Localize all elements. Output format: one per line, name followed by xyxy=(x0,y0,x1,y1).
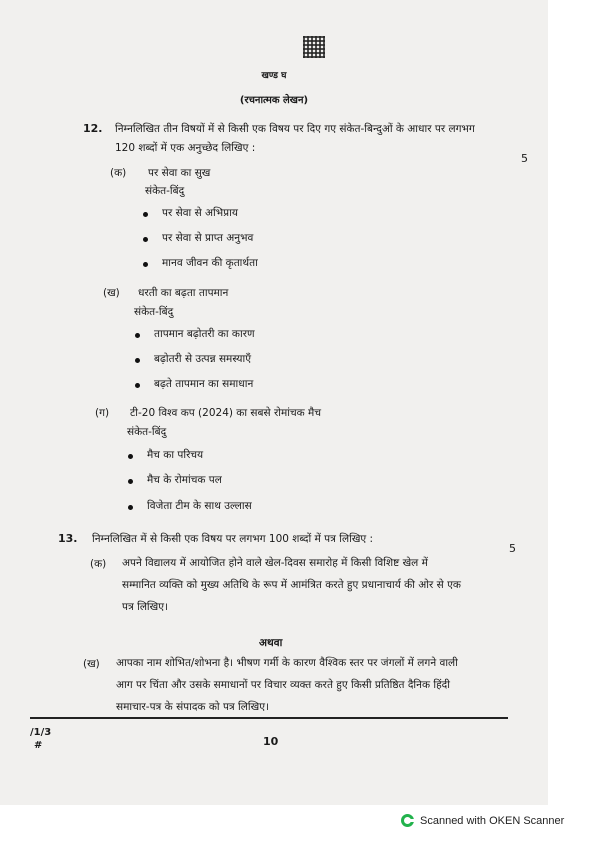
bullet-icon xyxy=(135,358,140,363)
q13-instruction: निम्नलिखित में से किसी एक विषय पर लगभग 100 शब्दों में पत्र लिखिए : xyxy=(92,533,374,545)
q12-instruction-line2: 120 शब्दों में एक अनुच्छेद लिखिए : xyxy=(115,142,256,154)
q12-option-kha-label: (ख) xyxy=(103,287,120,299)
q12-option-ga-label: (ग) xyxy=(95,407,110,419)
q12-option-ka-title: पर सेवा का सुख xyxy=(148,167,211,179)
footer-divider xyxy=(30,717,508,719)
bullet-icon xyxy=(128,505,133,510)
q13-option-ka-line: अपने विद्यालय में आयोजित होने वाले खेल-दिवस समारोह में किसी विशिष्ट खेल में xyxy=(122,557,428,569)
q12-option-ka-point-3: मानव जीवन की कृतार्थता xyxy=(162,257,258,269)
bullet-icon xyxy=(128,479,133,484)
q12-option-ga-point-2: मैच के रोमांचक पल xyxy=(147,474,222,486)
q12-option-kha-point-2: बढ़ोतरी से उत्पन्न समस्याएँ xyxy=(154,353,252,365)
bullet-icon xyxy=(143,262,148,267)
bullet-icon xyxy=(135,383,140,388)
q12-number: 12. xyxy=(83,122,103,135)
q12-option-ka-point-2: पर सेवा से प्राप्त अनुभव xyxy=(162,232,254,244)
q12-option-kha-title: धरती का बढ़ता तापमान xyxy=(138,287,229,299)
bullet-icon xyxy=(128,454,133,459)
q12-option-ga-title: टी-20 विश्व कप (2024) का सबसे रोमांचक मैच xyxy=(130,407,321,419)
q12-option-ga-hint-label: संकेत-बिंदु xyxy=(127,426,167,438)
page-number: 10 xyxy=(263,735,279,748)
q13-option-ka-label: (क) xyxy=(90,558,107,570)
q12-option-ka-hint-label: संकेत-बिंदु xyxy=(145,185,185,197)
scanner-watermark-text: Scanned with OKEN Scanner xyxy=(420,814,565,827)
bullet-icon xyxy=(135,333,140,338)
q13-option-kha-text xyxy=(116,652,501,718)
q13-option-ka-line: पत्र लिखिए। xyxy=(122,601,169,613)
qr-code-icon xyxy=(303,36,325,58)
q12-option-ga-point-1: मैच का परिचय xyxy=(147,449,204,461)
scanner-watermark xyxy=(401,814,564,827)
q12-option-kha-point-1: तापमान बढ़ोतरी का कारण xyxy=(154,328,255,340)
q12-option-ka-label: (क) xyxy=(110,167,127,179)
q13-option-kha-line: आग पर चिंता और उसके समाधानों पर विचार व्यक्त करते हुए किसी प्रतिष्ठित दैनिक हिंदी xyxy=(116,679,450,691)
bullet-icon xyxy=(143,237,148,242)
section-heading: खण्ड घ xyxy=(261,71,287,81)
q12-option-kha-point-3: बढ़ते तापमान का समाधान xyxy=(154,378,254,390)
or-separator: अथवा xyxy=(259,637,283,649)
q12-option-ka-point-1: पर सेवा से अभिप्राय xyxy=(162,207,238,219)
q13-marks: 5 xyxy=(509,542,516,555)
q13-option-kha-label: (ख) xyxy=(83,658,100,670)
footer-hash: # xyxy=(34,740,43,751)
q13-option-kha-line: आपका नाम शोभित/शोभना है। भीषण गर्मी के कारण वैश्विक स्तर पर जंगलों में लगने वाली xyxy=(116,657,458,669)
q13-option-ka-line: सम्मानित व्यक्ति को मुख्य अतिथि के रूप में आमंत्रित करते हुए प्रधानाचार्य की ओर से एक xyxy=(122,579,461,591)
q13-number: 13. xyxy=(58,532,78,545)
q13-option-ka-text xyxy=(122,552,492,618)
footer-code: /1/3 xyxy=(30,727,52,738)
q12-marks: 5 xyxy=(521,152,528,165)
section-subtitle: (रचनात्मक लेखन) xyxy=(239,95,309,106)
bullet-icon xyxy=(143,212,148,217)
q12-option-ga-point-3: विजेता टीम के साथ उल्लास xyxy=(147,500,252,512)
q13-option-kha-line: समाचार-पत्र के संपादक को पत्र लिखिए। xyxy=(116,701,269,713)
scanner-logo-icon xyxy=(401,814,414,827)
q12-option-kha-hint-label: संकेत-बिंदु xyxy=(134,306,174,318)
q12-instruction-line1: निम्नलिखित तीन विषयों में से किसी एक विषय पर दिए गए संकेत-बिन्दुओं के आधार पर लगभग xyxy=(115,123,475,135)
